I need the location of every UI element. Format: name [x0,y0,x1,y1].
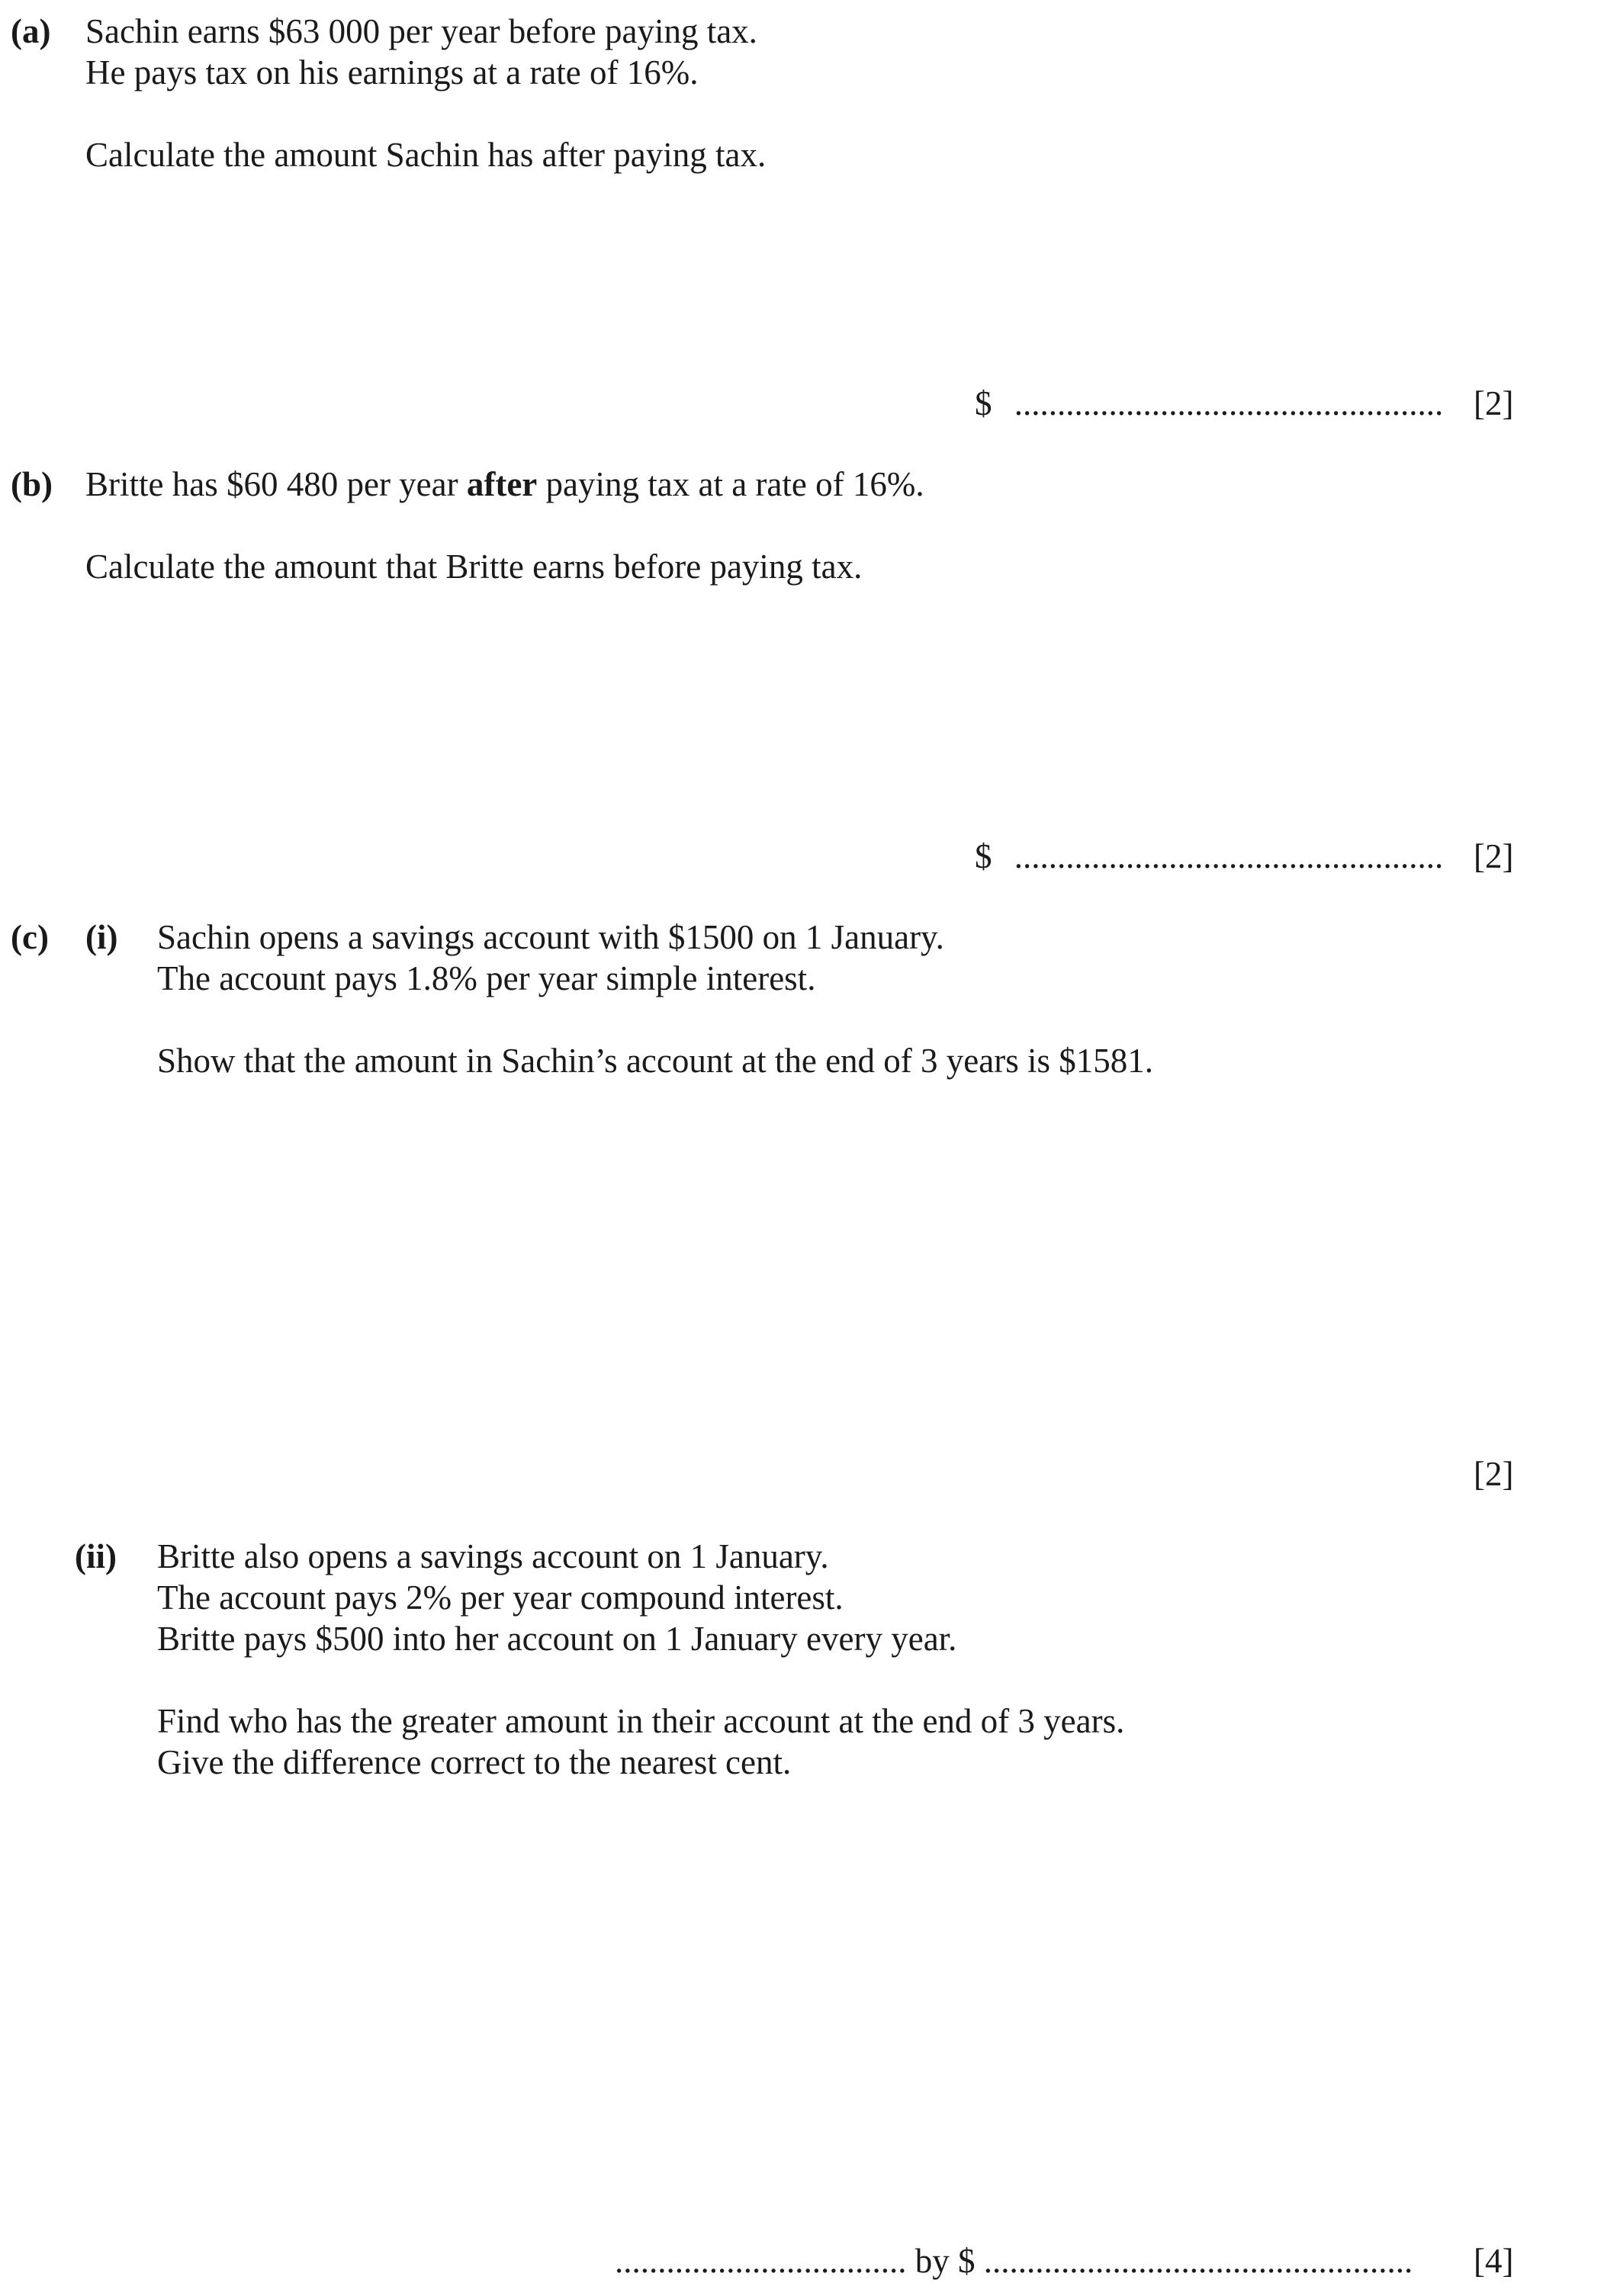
part-b-label: (b) [11,465,53,503]
part-c-ii-marks: [4] [1474,2242,1514,2280]
answer-dots: .................................................. [1014,837,1444,875]
part-c-ii-line2: The account pays 2% per year compound interest. [157,1578,844,1617]
answer-dots-name: .................................. [615,2242,907,2280]
part-c-ii-instruction2: Give the difference correct to the nearest cent. [157,1743,792,1781]
part-b-text-after: paying tax at a rate of 16%. [537,465,924,503]
part-b-line1 [85,464,924,505]
part-b-marks: [2] [1474,837,1514,875]
dollar-sign: $ [975,837,992,875]
part-a-line2: He pays tax on his earnings at a rate of 16%. [85,53,699,92]
dollar-sign: $ [975,384,992,422]
part-c-i-instruction: Show that the amount in Sachin’s account at the end of 3 years is $1581. [157,1042,1153,1080]
part-c-ii-answer-line[interactable] [615,2240,1413,2282]
part-c-ii-label: (ii) [75,1537,117,1575]
part-a-label: (a) [11,12,51,50]
part-c-i-marks: [2] [1474,1455,1514,1493]
part-a-line1: Sachin earns $63 000 per year before paying tax. [85,12,757,50]
part-c-i-label: (i) [85,918,118,956]
part-c-i-line1: Sachin opens a savings account with $1500 on 1 January. [157,918,944,956]
answer-by-dollar: by $ [906,2242,984,2280]
part-c-ii-line1: Britte also opens a savings account on 1 January. [157,1537,829,1575]
part-c-label: (c) [11,918,49,956]
part-b-bold-after: after [466,465,538,503]
part-b-answer-line[interactable] [975,836,1443,877]
part-c-i-line2: The account pays 1.8% per year simple interest. [157,959,816,997]
answer-dots: .................................................. [1014,384,1444,422]
part-b-instruction: Calculate the amount that Britte earns before paying tax. [85,548,863,586]
part-a-answer-line[interactable] [975,383,1443,424]
part-a-marks: [2] [1474,384,1514,422]
part-c-ii-line3: Britte pays $500 into her account on 1 January every year. [157,1620,957,1658]
part-b-text-before: Britte has $60 480 per year [85,465,467,503]
part-c-ii-instruction1: Find who has the greater amount in their account at the end of 3 years. [157,1702,1125,1740]
answer-dots-amount: .................................................. [983,2242,1413,2280]
part-a-instruction: Calculate the amount Sachin has after paying tax. [85,136,767,174]
